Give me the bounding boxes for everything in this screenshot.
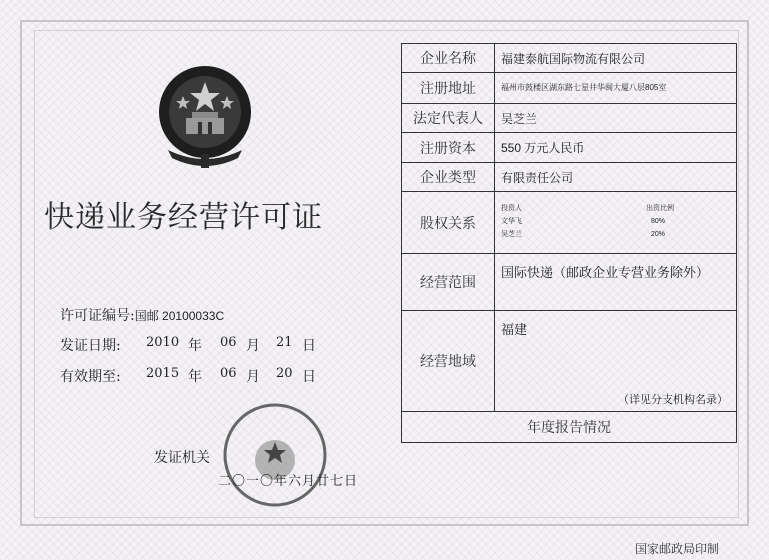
issue-date-row bbox=[60, 335, 340, 353]
expire-month: 06 bbox=[220, 366, 237, 381]
issue-day-unit: 日 bbox=[302, 338, 316, 354]
expire-year-unit: 年 bbox=[188, 369, 202, 385]
business-scope-value: 国际快递（邮政企业专营业务除外） bbox=[495, 254, 737, 311]
table-row bbox=[402, 163, 737, 192]
issue-month-unit: 月 bbox=[246, 338, 260, 354]
investor-ratio: 80% bbox=[651, 217, 666, 225]
table-row bbox=[402, 411, 737, 442]
company-info-table bbox=[401, 43, 737, 443]
official-seal-icon bbox=[220, 400, 330, 510]
investor-name: 文华飞 bbox=[501, 217, 522, 225]
investor-name: 吴芝兰 bbox=[501, 230, 522, 238]
expire-day: 20 bbox=[276, 366, 293, 381]
company-name-label: 企业名称 bbox=[402, 44, 495, 73]
issue-month: 06 bbox=[220, 335, 237, 350]
business-area-note: （详见分支机构名录） bbox=[618, 392, 728, 406]
table-row bbox=[402, 254, 737, 311]
table-row bbox=[402, 73, 737, 104]
license-number-label: 许可证编号: bbox=[60, 308, 135, 324]
ownership-label: 股权关系 bbox=[402, 192, 495, 254]
annual-report-label: 年度报告情况 bbox=[402, 411, 737, 442]
license-number-row bbox=[60, 305, 224, 325]
table-row bbox=[402, 192, 737, 254]
certificate-title: 快递业务经营许可证 bbox=[44, 200, 323, 235]
expire-month-unit: 月 bbox=[246, 369, 260, 385]
expire-year: 2015 bbox=[146, 366, 180, 381]
national-emblem-icon bbox=[148, 60, 262, 172]
seal-date: 二〇一〇年六月廿七日 bbox=[218, 474, 359, 489]
license-number-value: 国邮 20100033C bbox=[134, 309, 225, 323]
table-row bbox=[402, 442, 737, 443]
table-row bbox=[402, 311, 737, 412]
table-spacer bbox=[402, 442, 737, 443]
registered-capital-label: 注册资本 bbox=[402, 133, 495, 163]
investor-ratio: 20% bbox=[651, 230, 666, 238]
legal-rep-label: 法定代表人 bbox=[402, 104, 495, 133]
investor-col-header: 投资人 bbox=[501, 204, 522, 212]
printer-credit: 国家邮政局印制 bbox=[635, 542, 720, 556]
issuer-label: 发证机关 bbox=[154, 450, 210, 466]
expire-date-label: 有效期至: bbox=[60, 369, 121, 385]
issue-date-label: 发证日期: bbox=[60, 338, 121, 354]
issue-year-unit: 年 bbox=[188, 338, 202, 354]
table-row bbox=[402, 44, 737, 73]
company-type-label: 企业类型 bbox=[402, 163, 495, 192]
ratio-col-header: 出资比例 bbox=[646, 204, 674, 212]
table-row bbox=[402, 104, 737, 133]
business-scope-label: 经营范围 bbox=[402, 254, 495, 311]
legal-rep-value: 吴芝兰 bbox=[495, 104, 737, 133]
business-area-cell bbox=[495, 311, 737, 412]
company-name-value: 福建泰航国际物流有限公司 bbox=[495, 44, 737, 73]
business-area-value: 福建 bbox=[501, 322, 528, 338]
issue-day: 21 bbox=[276, 335, 293, 350]
table-row bbox=[402, 133, 737, 163]
issue-year: 2010 bbox=[146, 335, 180, 350]
company-type-value: 有限责任公司 bbox=[495, 163, 737, 192]
business-area-label: 经营地域 bbox=[402, 311, 495, 412]
registered-address-value: 福州市鼓楼区湖东路七星井华闽大厦八层805室 bbox=[495, 73, 737, 104]
registered-capital-value: 550 万元人民币 bbox=[495, 133, 737, 163]
registered-address-label: 注册地址 bbox=[402, 73, 495, 104]
ownership-cell bbox=[495, 192, 737, 254]
expire-date-row bbox=[60, 366, 340, 384]
ownership-grid bbox=[501, 203, 736, 243]
expire-day-unit: 日 bbox=[302, 369, 316, 385]
